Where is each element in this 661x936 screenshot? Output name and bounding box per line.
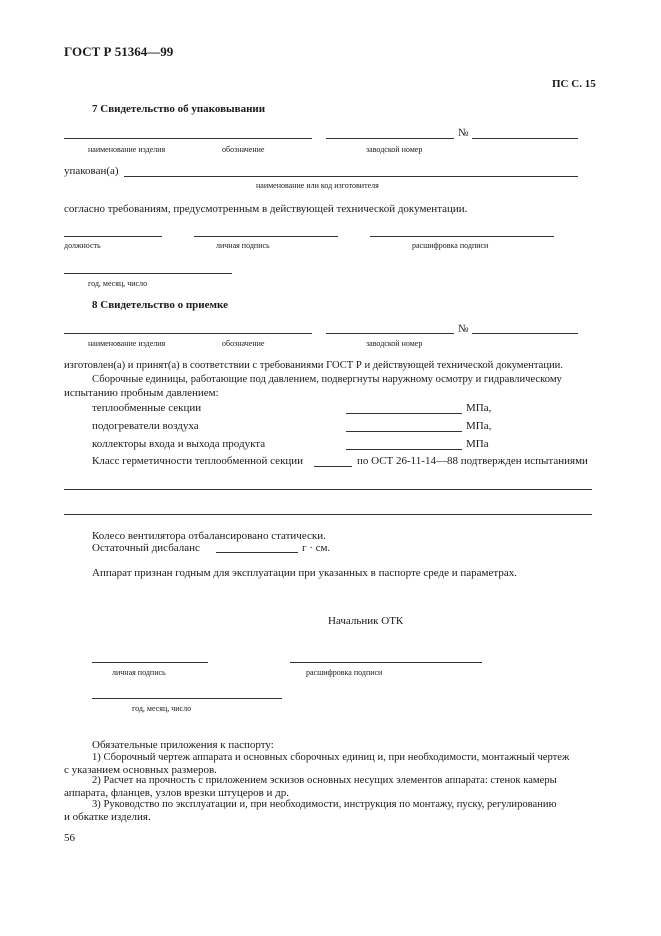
appendix-item-1-cont: с указанием основных размеров. <box>64 764 217 776</box>
document-id: ГОСТ Р 51364—99 <box>64 44 174 59</box>
pressure-value-line <box>346 413 462 414</box>
decode-line <box>370 236 554 237</box>
appendix-title: Обязательные приложения к паспорту: <box>92 739 274 751</box>
label-signature: личная подпись <box>112 668 166 677</box>
product-name-line <box>64 138 312 139</box>
number-sign: № <box>458 323 469 335</box>
unit-mpa: МПа <box>466 438 489 450</box>
label-signature: личная подпись <box>216 241 270 250</box>
label-date: год, месяц, число <box>132 704 192 713</box>
item-collectors: коллекторы входа и выхода продукта <box>92 438 266 450</box>
label-serial-number: заводской номер <box>366 339 423 348</box>
test-results-line <box>64 489 592 490</box>
page-number: 56 <box>64 832 75 844</box>
fan-balanced-text: Колесо вентилятора отбалансировано статически. <box>92 530 326 542</box>
test-results-line <box>64 514 592 515</box>
number-sign: № <box>458 127 469 139</box>
label-date: год, месяц, число <box>88 279 148 288</box>
tightness-class-line <box>314 466 352 467</box>
position-line <box>64 236 162 237</box>
number-line <box>472 333 578 334</box>
label-designation: обозначение <box>222 145 265 154</box>
product-name-line <box>64 333 312 334</box>
unit-mpa: МПа, <box>466 420 492 432</box>
pressure-value-line <box>346 431 462 432</box>
serial-number-line <box>326 333 454 334</box>
appendix-item-2: 2) Расчет на прочность с приложением эскизов основных несущих элементов аппарата: стенок камеры <box>92 775 557 786</box>
pressure-text-2: испытанию пробным давлением: <box>64 387 219 399</box>
label-signature-decode: расшифровка подписи <box>306 668 383 677</box>
item-air-heaters: подогреватели воздуха <box>92 420 199 432</box>
section-8-title: 8 Свидетельство о приемке <box>92 299 228 311</box>
page-reference: ПС С. 15 <box>552 78 596 90</box>
signature-line <box>92 662 208 663</box>
label-product-name: наименование изделия <box>88 339 166 348</box>
label-signature-decode: расшифровка подписи <box>412 241 489 250</box>
decode-line <box>290 662 482 663</box>
date-line <box>92 698 282 699</box>
appendix-item-3-cont: и обкатке изделия. <box>64 811 151 823</box>
imbalance-value-line <box>216 552 298 553</box>
tightness-standard-text: по ОСТ 26-11-14—88 подтвержден испытаниями <box>357 455 588 467</box>
appendix-item-1: 1) Сборочный чертеж аппарата и основных сборочных единиц и, при необходимости, монтажный чертеж <box>92 752 570 763</box>
item-heat-exchange-sections: теплообменные секции <box>92 402 202 414</box>
imbalance-label: Остаточный дисбаланс <box>92 542 200 554</box>
appendix-item-2-cont: аппарата, фланцев, узлов врезки штуцеров и др. <box>64 787 290 799</box>
manufactured-text: изготовлен(а) и принят(а) в соответствии с требованиями ГОСТ Р и действующей технической документации. <box>64 360 563 371</box>
unit-mpa: МПа, <box>466 402 492 414</box>
number-line <box>472 138 578 139</box>
section-7-title: 7 Свидетельство об упаковывании <box>92 103 266 115</box>
label-manufacturer: наименование или код изготовителя <box>256 181 379 190</box>
according-text: согласно требованиям, предусмотренным в действующей технической документации. <box>64 203 468 215</box>
signature-line <box>194 236 338 237</box>
label-position: должность <box>64 241 101 250</box>
pressure-value-line <box>346 449 462 450</box>
manufacturer-line <box>124 176 578 177</box>
device-fit-text: Аппарат признан годным для эксплуатации при указанных в паспорте среде и параметрах. <box>92 567 517 579</box>
date-line <box>64 273 232 274</box>
packed-label: упакован(а) <box>64 165 119 177</box>
label-product-name: наименование изделия <box>88 145 166 154</box>
appendix-item-3: 3) Руководство по эксплуатации и, при необходимости, инструкция по монтажу, пуску, регулированию <box>92 799 557 810</box>
pressure-text-1: Сборочные единицы, работающие под давлением, подвергнуты наружному осмотру и гидравлическому <box>92 374 562 385</box>
label-serial-number: заводской номер <box>366 145 423 154</box>
tightness-text: Класс герметичности теплообменной секции <box>92 455 304 467</box>
imbalance-unit: г · см. <box>302 542 331 554</box>
serial-number-line <box>326 138 454 139</box>
qc-chief-title: Начальник ОТК <box>328 615 404 627</box>
label-designation: обозначение <box>222 339 265 348</box>
